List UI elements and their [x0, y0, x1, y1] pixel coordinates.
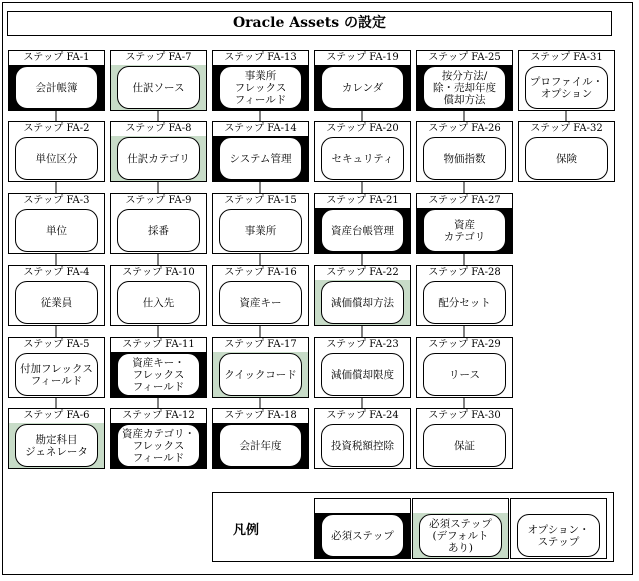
step-label: ステップ FA-12	[122, 410, 195, 421]
step-label: ステップ FA-7	[125, 52, 192, 63]
step-body	[213, 423, 308, 468]
step-box	[314, 265, 411, 326]
step-box	[8, 193, 105, 254]
step-name: 仕訳ソース	[117, 66, 200, 109]
step-box	[110, 337, 207, 398]
step-name: 保証	[423, 424, 506, 467]
step-box	[212, 121, 309, 182]
step-name: 勘定科目 ジェネレータ	[15, 424, 98, 467]
step-body	[9, 136, 104, 181]
step-box	[212, 408, 309, 469]
step-box	[8, 50, 105, 111]
legend-default-body	[413, 513, 508, 558]
step-box	[212, 265, 309, 326]
step-box	[314, 121, 411, 182]
step-body	[213, 352, 308, 397]
step-body	[213, 65, 308, 110]
step-box	[314, 193, 411, 254]
step-body	[417, 136, 512, 181]
step-body	[315, 352, 410, 397]
step-label: ステップ FA-5	[23, 339, 90, 350]
step-label: ステップ FA-3	[23, 195, 90, 206]
step-body	[111, 65, 206, 110]
step-body	[315, 208, 410, 253]
step-body	[213, 280, 308, 325]
step-body	[315, 65, 410, 110]
step-box	[212, 337, 309, 398]
step-box	[110, 50, 207, 111]
step-name: 資産カテゴリ・ フレックス フィールド	[117, 424, 200, 467]
legend-required	[314, 498, 411, 559]
step-label: ステップ FA-8	[125, 123, 192, 134]
step-body	[111, 136, 206, 181]
step-box	[212, 50, 309, 111]
step-body	[9, 280, 104, 325]
step-body	[111, 208, 206, 253]
step-label: ステップ FA-15	[224, 195, 297, 206]
step-label: ステップ FA-22	[326, 267, 399, 278]
step-label: ステップ FA-11	[122, 339, 195, 350]
step-body	[417, 280, 512, 325]
step-label: ステップ FA-20	[326, 123, 399, 134]
step-label: ステップ FA-23	[326, 339, 399, 350]
step-label: ステップ FA-13	[224, 52, 297, 63]
step-name: 資産台帳管理	[321, 209, 404, 252]
step-label: ステップ FA-32	[530, 123, 603, 134]
step-body	[111, 280, 206, 325]
step-label: ステップ FA-1	[23, 52, 90, 63]
step-body	[417, 423, 512, 468]
step-body	[417, 65, 512, 110]
legend-title: 凡例	[233, 523, 260, 538]
step-name: クイックコード	[219, 353, 302, 396]
step-name: 付加フレックス フィールド	[15, 353, 98, 396]
step-name: 事業所 フレックス フィールド	[219, 66, 302, 109]
step-body	[111, 352, 206, 397]
step-label: ステップ FA-17	[224, 339, 297, 350]
step-name: 仕訳カテゴリ	[117, 137, 200, 180]
step-body	[213, 136, 308, 181]
step-body	[213, 208, 308, 253]
step-label: ステップ FA-18	[224, 410, 297, 421]
step-name: 減価償却方法	[321, 281, 404, 324]
legend-optional-label: オプション・ ステップ	[517, 514, 600, 557]
legend-optional-body	[511, 513, 606, 558]
step-name: システム管理	[219, 137, 302, 180]
step-label: ステップ FA-26	[428, 123, 501, 134]
step-name: リース	[423, 353, 506, 396]
step-name: 採番	[117, 209, 200, 252]
step-body	[519, 65, 614, 110]
step-box	[110, 408, 207, 469]
step-body	[9, 352, 104, 397]
step-name: プロファイル・ オプション	[525, 66, 608, 109]
legend-required-label: 必須ステップ	[321, 514, 404, 557]
step-box	[416, 193, 513, 254]
step-body	[9, 208, 104, 253]
step-name: 会計年度	[219, 424, 302, 467]
step-name: 保険	[525, 137, 608, 180]
step-name: 仕入先	[117, 281, 200, 324]
step-label: ステップ FA-14	[224, 123, 297, 134]
step-body	[9, 423, 104, 468]
legend-default-label: 必須ステップ (デフォルト あり)	[419, 514, 502, 557]
step-box	[110, 193, 207, 254]
step-body	[417, 208, 512, 253]
step-name: 単位	[15, 209, 98, 252]
step-label: ステップ FA-16	[224, 267, 297, 278]
diagram-title: Oracle Assets の設定	[7, 11, 612, 36]
step-box	[416, 265, 513, 326]
step-box	[8, 408, 105, 469]
step-box	[518, 121, 615, 182]
step-box	[416, 121, 513, 182]
step-name: カレンダ	[321, 66, 404, 109]
step-label: ステップ FA-24	[326, 410, 399, 421]
step-label: ステップ FA-4	[23, 267, 90, 278]
step-label: ステップ FA-25	[428, 52, 501, 63]
step-box	[416, 408, 513, 469]
step-box	[416, 50, 513, 111]
step-label: ステップ FA-19	[326, 52, 399, 63]
step-name: 会計帳簿	[15, 66, 98, 109]
step-box	[416, 337, 513, 398]
step-body	[417, 352, 512, 397]
step-body	[519, 136, 614, 181]
step-body	[111, 423, 206, 468]
step-label: ステップ FA-27	[428, 195, 501, 206]
step-name: 投資税額控除	[321, 424, 404, 467]
legend-required-body	[315, 513, 410, 558]
step-name: 資産キー	[219, 281, 302, 324]
step-name: 従業員	[15, 281, 98, 324]
step-box	[8, 121, 105, 182]
step-name: セキュリティ	[321, 137, 404, 180]
step-name: 物価指数	[423, 137, 506, 180]
step-box	[518, 50, 615, 111]
step-name: 資産 カテゴリ	[423, 209, 506, 252]
step-name: 減価償却限度	[321, 353, 404, 396]
legend-default	[412, 498, 509, 559]
step-body	[9, 65, 104, 110]
step-box	[8, 265, 105, 326]
step-name: 配分セット	[423, 281, 506, 324]
step-box	[110, 121, 207, 182]
step-label: ステップ FA-21	[326, 195, 399, 206]
step-box	[110, 265, 207, 326]
step-body	[315, 136, 410, 181]
step-label: ステップ FA-2	[23, 123, 90, 134]
step-label: ステップ FA-9	[125, 195, 192, 206]
step-name: 按分方法/ 除・売却年度 償却方法	[423, 66, 506, 109]
legend	[212, 492, 614, 562]
step-name: 資産キー・ フレックス フィールド	[117, 353, 200, 396]
legend-optional	[510, 498, 607, 559]
step-box	[8, 337, 105, 398]
step-box	[314, 50, 411, 111]
step-label: ステップ FA-30	[428, 410, 501, 421]
step-box	[212, 193, 309, 254]
step-label: ステップ FA-28	[428, 267, 501, 278]
step-body	[315, 423, 410, 468]
step-label: ステップ FA-6	[23, 410, 90, 421]
step-box	[314, 408, 411, 469]
step-label: ステップ FA-10	[122, 267, 195, 278]
step-label: ステップ FA-29	[428, 339, 501, 350]
step-name: 事業所	[219, 209, 302, 252]
step-label: ステップ FA-31	[530, 52, 603, 63]
step-box	[314, 337, 411, 398]
step-name: 単位区分	[15, 137, 98, 180]
step-body	[315, 280, 410, 325]
